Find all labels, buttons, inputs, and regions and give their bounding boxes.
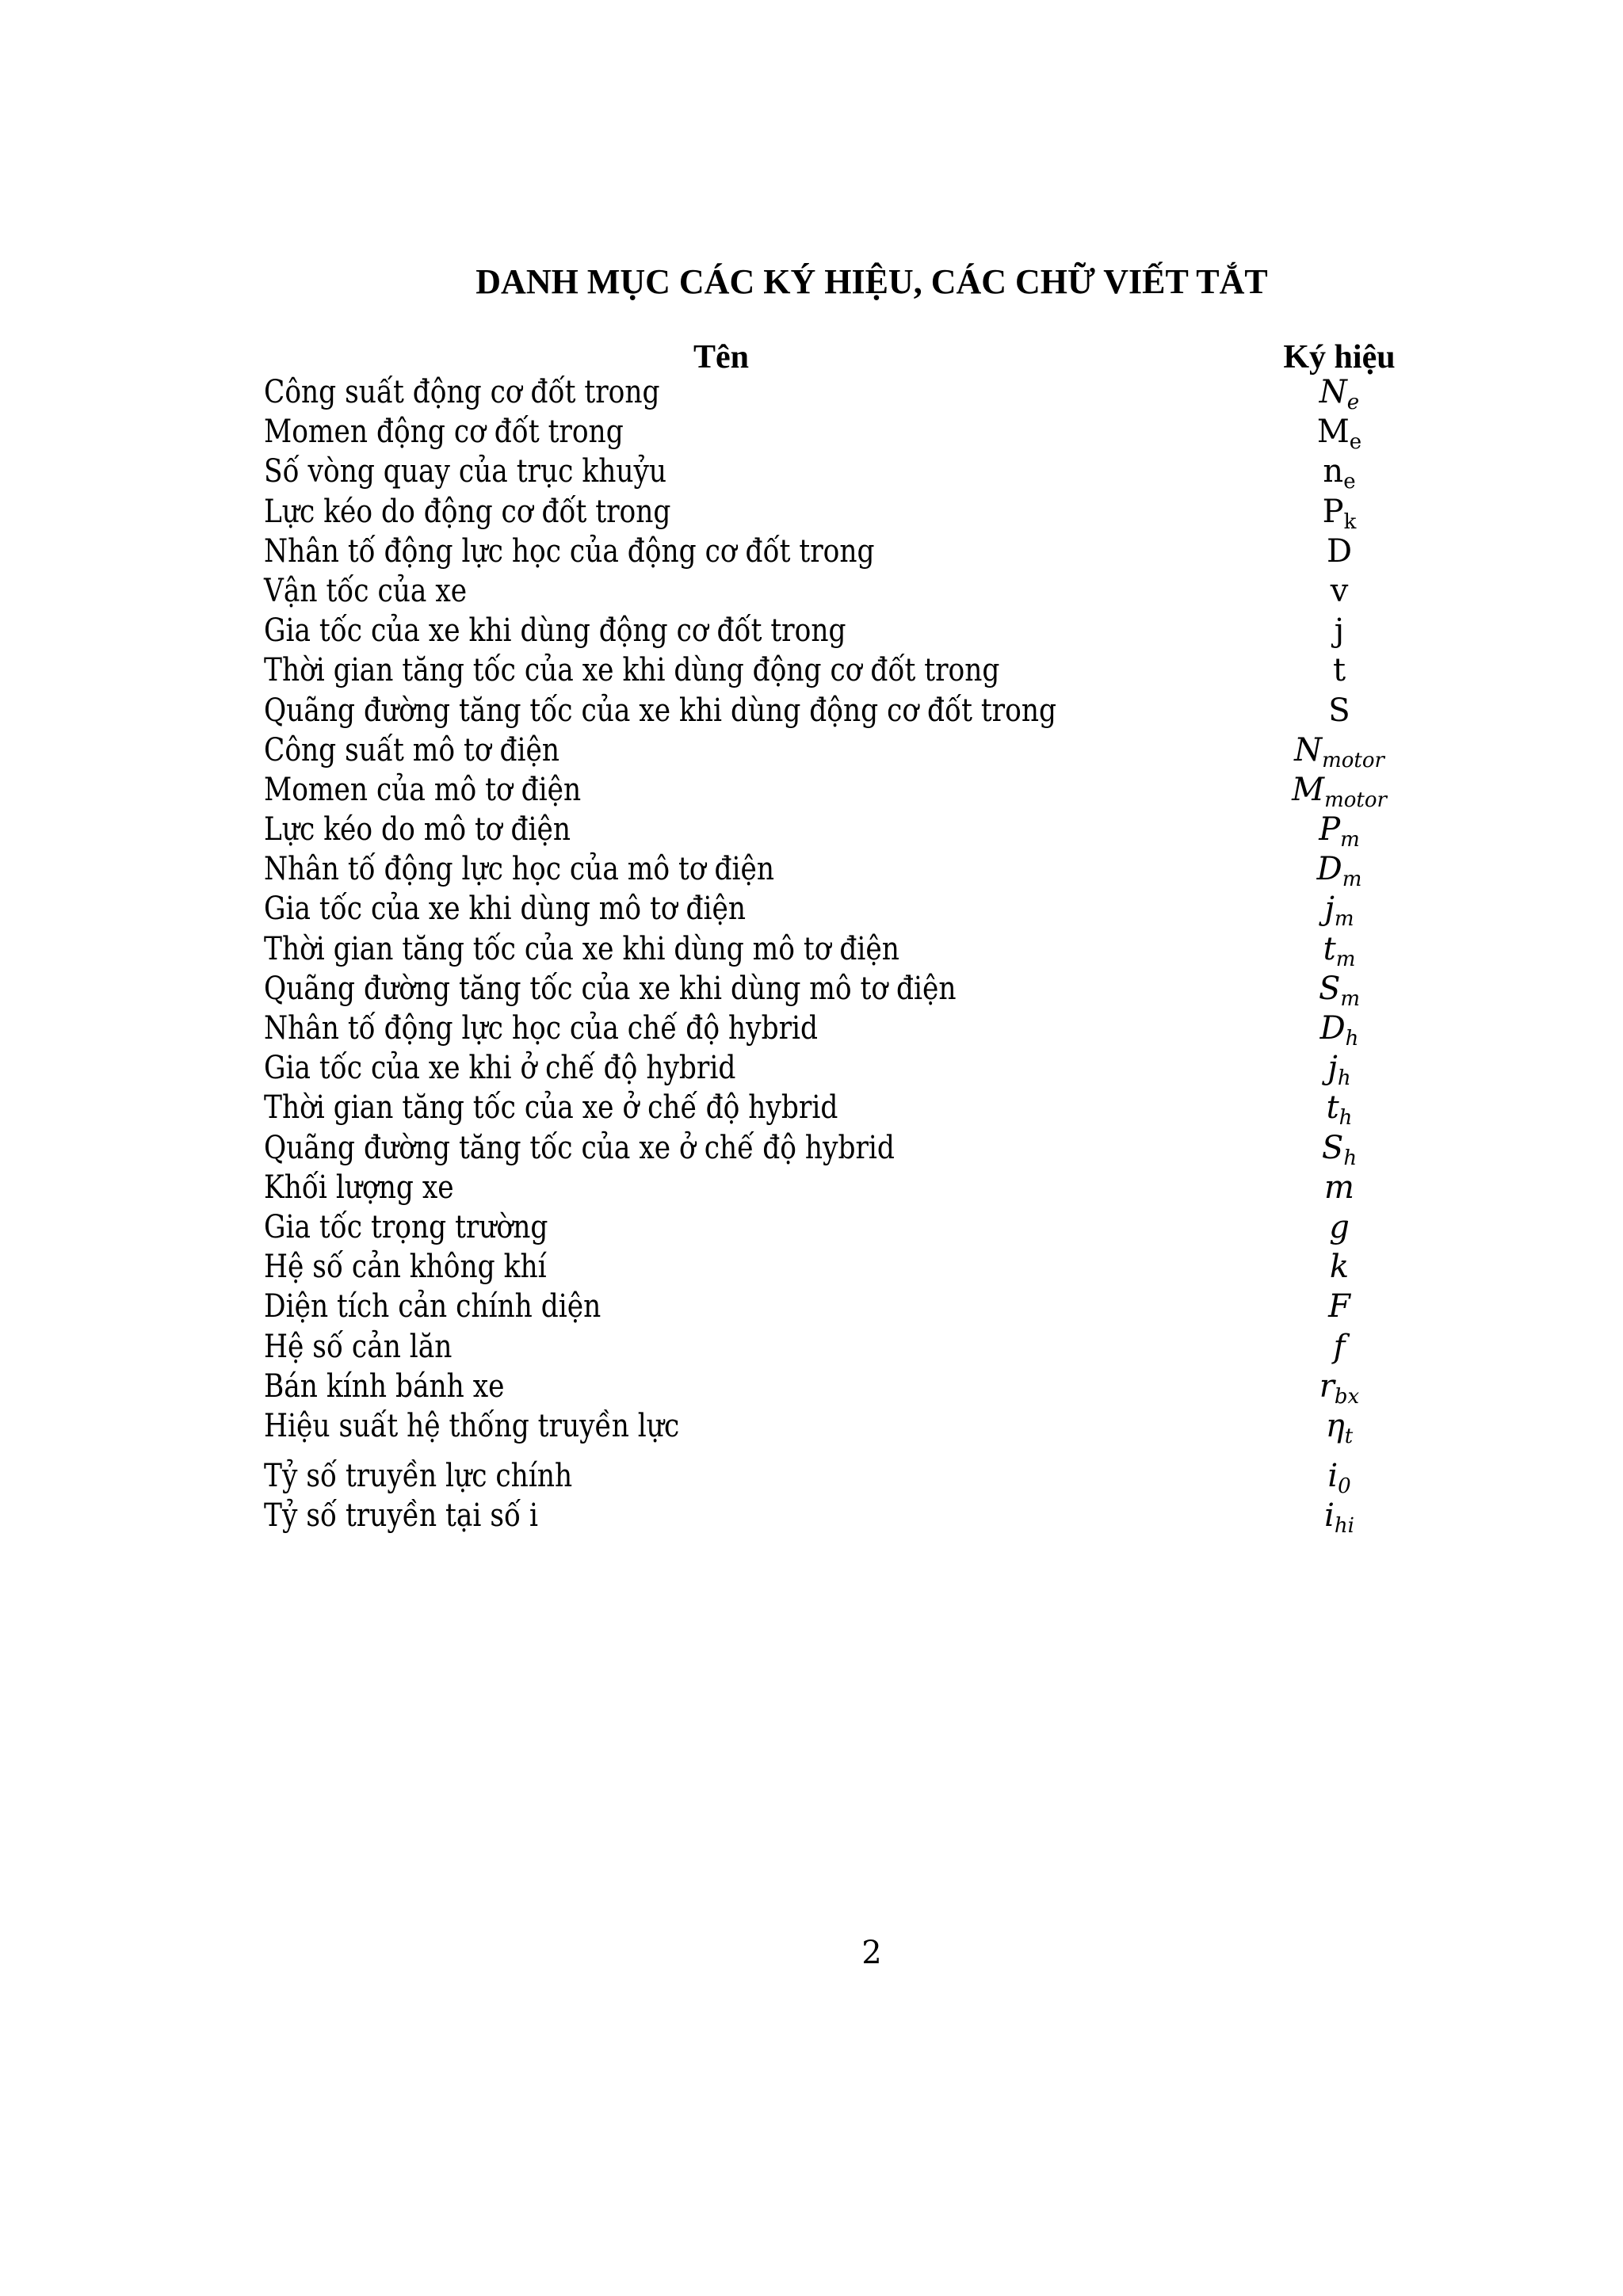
symbol-base: t [1332, 652, 1346, 689]
symbol-base: g [1329, 1208, 1350, 1245]
symbol-base: N [1319, 374, 1347, 410]
symbol-base: r [1319, 1367, 1335, 1405]
item-name: Gia tốc của xe khi dùng mô tơ điện [264, 891, 747, 928]
symbol-base: n [1323, 453, 1344, 490]
item-name: Quãng đường tăng tốc của xe khi dùng mô tơ điện [264, 970, 957, 1007]
item-symbol [1256, 492, 1423, 536]
item-symbol [1256, 770, 1423, 814]
symbol-base: D [1319, 1010, 1346, 1047]
column-header-symbol: Ký hiệu [1283, 339, 1396, 376]
list-item [0, 1168, 1623, 1207]
item-name: Số vòng quay của trục khuỷu [264, 453, 667, 490]
item-name: Hệ số cản lăn [264, 1328, 453, 1365]
symbol-subscript: m [1335, 947, 1356, 971]
list-item [0, 492, 1623, 532]
item-symbol [1256, 730, 1423, 774]
list-item [0, 691, 1623, 730]
item-name: Khối lượng xe [264, 1169, 454, 1206]
symbol-subscript: h [1338, 1106, 1353, 1131]
list-item [0, 969, 1623, 1009]
symbol-subscript: m [1334, 907, 1354, 932]
list-item [0, 1406, 1623, 1456]
item-symbol [1256, 372, 1423, 416]
item-name: Gia tốc trọng trường [264, 1208, 548, 1245]
item-name: Quãng đường tăng tốc của xe khi dùng động cơ đốt trong [264, 692, 1057, 729]
list-item [0, 810, 1623, 852]
symbol-base: F [1328, 1288, 1350, 1325]
symbol-subscript: motor [1324, 788, 1387, 812]
list-item [0, 1247, 1623, 1287]
list-item [0, 1088, 1623, 1131]
item-symbol [1256, 889, 1423, 933]
item-symbol [1256, 929, 1423, 973]
symbol-base: m [1324, 1169, 1354, 1206]
symbol-base: S [1318, 970, 1341, 1007]
list-item [0, 1327, 1623, 1367]
page-number: 2 [861, 1935, 882, 1971]
symbol-base: P [1319, 811, 1341, 849]
item-name: Vận tốc của xe [264, 572, 468, 609]
symbol-base: M [1316, 414, 1350, 451]
item-symbol [1256, 1287, 1423, 1330]
item-name: Thời gian tăng tốc của xe khi dùng động cơ đốt trong [264, 652, 1000, 689]
item-symbol [1256, 810, 1423, 853]
symbol-base: f [1333, 1328, 1346, 1365]
item-symbol [1256, 1128, 1423, 1172]
item-name: Công suất mô tơ điện [264, 731, 560, 769]
item-symbol [1256, 611, 1423, 654]
item-name: Quãng đường tăng tốc của xe ở chế độ hybrid [264, 1129, 895, 1166]
item-name: Gia tốc của xe khi dùng động cơ đốt trong [264, 612, 846, 650]
symbol-subscript: hi [1334, 1514, 1354, 1539]
list-item [0, 1287, 1623, 1326]
list-item [0, 929, 1623, 969]
symbol-base: P [1322, 493, 1344, 530]
item-name: Gia tốc của xe khi ở chế độ hybrid [264, 1050, 736, 1087]
symbol-subscript: bx [1334, 1384, 1360, 1409]
symbol-base: S [1321, 1129, 1344, 1166]
symbol-subscript: m [1340, 986, 1361, 1011]
list-item [0, 1456, 1623, 1496]
list-item [0, 412, 1623, 455]
item-name: Nhân tố động lực học của mô tơ điện [264, 851, 775, 888]
list-item [0, 611, 1623, 650]
item-symbol [1256, 1367, 1423, 1410]
item-name: Momen động cơ đốt trong [264, 414, 624, 451]
symbol-base: D [1316, 851, 1342, 888]
symbol-subscript: 0 [1338, 1474, 1351, 1498]
list-item [0, 452, 1623, 494]
symbol-base: N [1294, 731, 1323, 769]
list-item [0, 571, 1623, 611]
item-name: Bán kính bánh xe [264, 1367, 505, 1405]
item-symbol [1256, 1327, 1423, 1371]
item-symbol [1256, 849, 1423, 893]
symbol-subscript: e [1349, 430, 1362, 455]
list-item [0, 650, 1623, 690]
item-symbol [1256, 1168, 1423, 1211]
list-item [0, 849, 1623, 892]
item-symbol [1256, 571, 1423, 615]
item-name: Tỷ số truyền tại số i [264, 1497, 538, 1535]
item-symbol [1256, 1496, 1423, 1539]
item-symbol [1256, 412, 1423, 456]
item-symbol [1256, 452, 1423, 495]
symbol-subscript: t [1344, 1424, 1354, 1448]
item-symbol [1256, 1207, 1423, 1251]
item-name: Công suất động cơ đốt trong [264, 374, 660, 410]
item-symbol [1256, 532, 1423, 575]
symbol-subscript: h [1345, 1027, 1359, 1051]
item-symbol [1256, 1247, 1423, 1291]
symbol-base: j [1324, 891, 1335, 928]
item-symbol [1256, 1048, 1423, 1092]
item-name: Nhân tố động lực học của động cơ đốt trong [264, 532, 875, 570]
list-item [0, 1128, 1623, 1168]
symbol-base: t [1326, 1089, 1339, 1127]
list-item [0, 372, 1623, 412]
symbol-subscript: m [1342, 868, 1362, 892]
list-item [0, 1009, 1623, 1051]
symbol-base: v [1330, 572, 1349, 609]
item-name: Thời gian tăng tốc của xe khi dùng mô tơ điện [264, 930, 899, 967]
symbol-base: M [1292, 771, 1325, 808]
symbol-base: D [1326, 532, 1353, 570]
symbol-subscript: h [1337, 1066, 1351, 1091]
symbol-base: j [1334, 612, 1345, 650]
symbol-base: t [1323, 930, 1336, 967]
item-name: Momen của mô tơ điện [264, 771, 582, 808]
item-name: Diện tích cản chính diện [264, 1288, 601, 1325]
item-name: Lực kéo do mô tơ điện [264, 811, 571, 849]
item-symbol [1256, 1406, 1423, 1450]
symbol-base: j [1327, 1050, 1338, 1087]
item-name: Tỷ số truyền lực chính [264, 1457, 573, 1494]
item-name: Nhân tố động lực học của chế độ hybrid [264, 1010, 819, 1047]
column-header-name: Tên [693, 339, 749, 376]
symbol-base: η [1325, 1407, 1345, 1444]
page-title: DANH MỤC CÁC KÝ HIỆU, CÁC CHỮ VIẾT TẮT [475, 262, 1268, 301]
symbol-base: k [1329, 1249, 1350, 1286]
item-symbol [1256, 969, 1423, 1013]
list-item [0, 770, 1623, 810]
item-name: Lực kéo do động cơ đốt trong [264, 493, 671, 530]
list-item [0, 1367, 1623, 1409]
item-name: Hệ số cản không khí [264, 1249, 547, 1286]
item-symbol [1256, 1088, 1423, 1131]
symbol-subscript: h [1343, 1146, 1358, 1170]
list-item [0, 889, 1623, 932]
symbol-subscript: m [1340, 828, 1360, 852]
item-symbol [1256, 1009, 1423, 1052]
symbol-list [0, 372, 1623, 1539]
list-item [0, 1496, 1623, 1539]
item-name: Thời gian tăng tốc của xe ở chế độ hybrid [264, 1089, 838, 1127]
symbol-base: i [1327, 1457, 1338, 1494]
list-item [0, 1207, 1623, 1247]
item-name: Hiệu suất hệ thống truyền lực [264, 1407, 680, 1444]
list-item [0, 1048, 1623, 1091]
symbol-base: i [1324, 1497, 1335, 1535]
symbol-subscript: motor [1322, 748, 1384, 772]
symbol-subscript: e [1346, 391, 1360, 414]
item-symbol [1256, 691, 1423, 734]
item-symbol [1256, 1456, 1423, 1500]
list-item [0, 532, 1623, 571]
symbol-subscript: e [1343, 470, 1356, 494]
symbol-subscript: k [1343, 509, 1357, 534]
list-item [0, 730, 1623, 770]
item-symbol [1256, 650, 1423, 694]
symbol-base: S [1328, 692, 1350, 729]
